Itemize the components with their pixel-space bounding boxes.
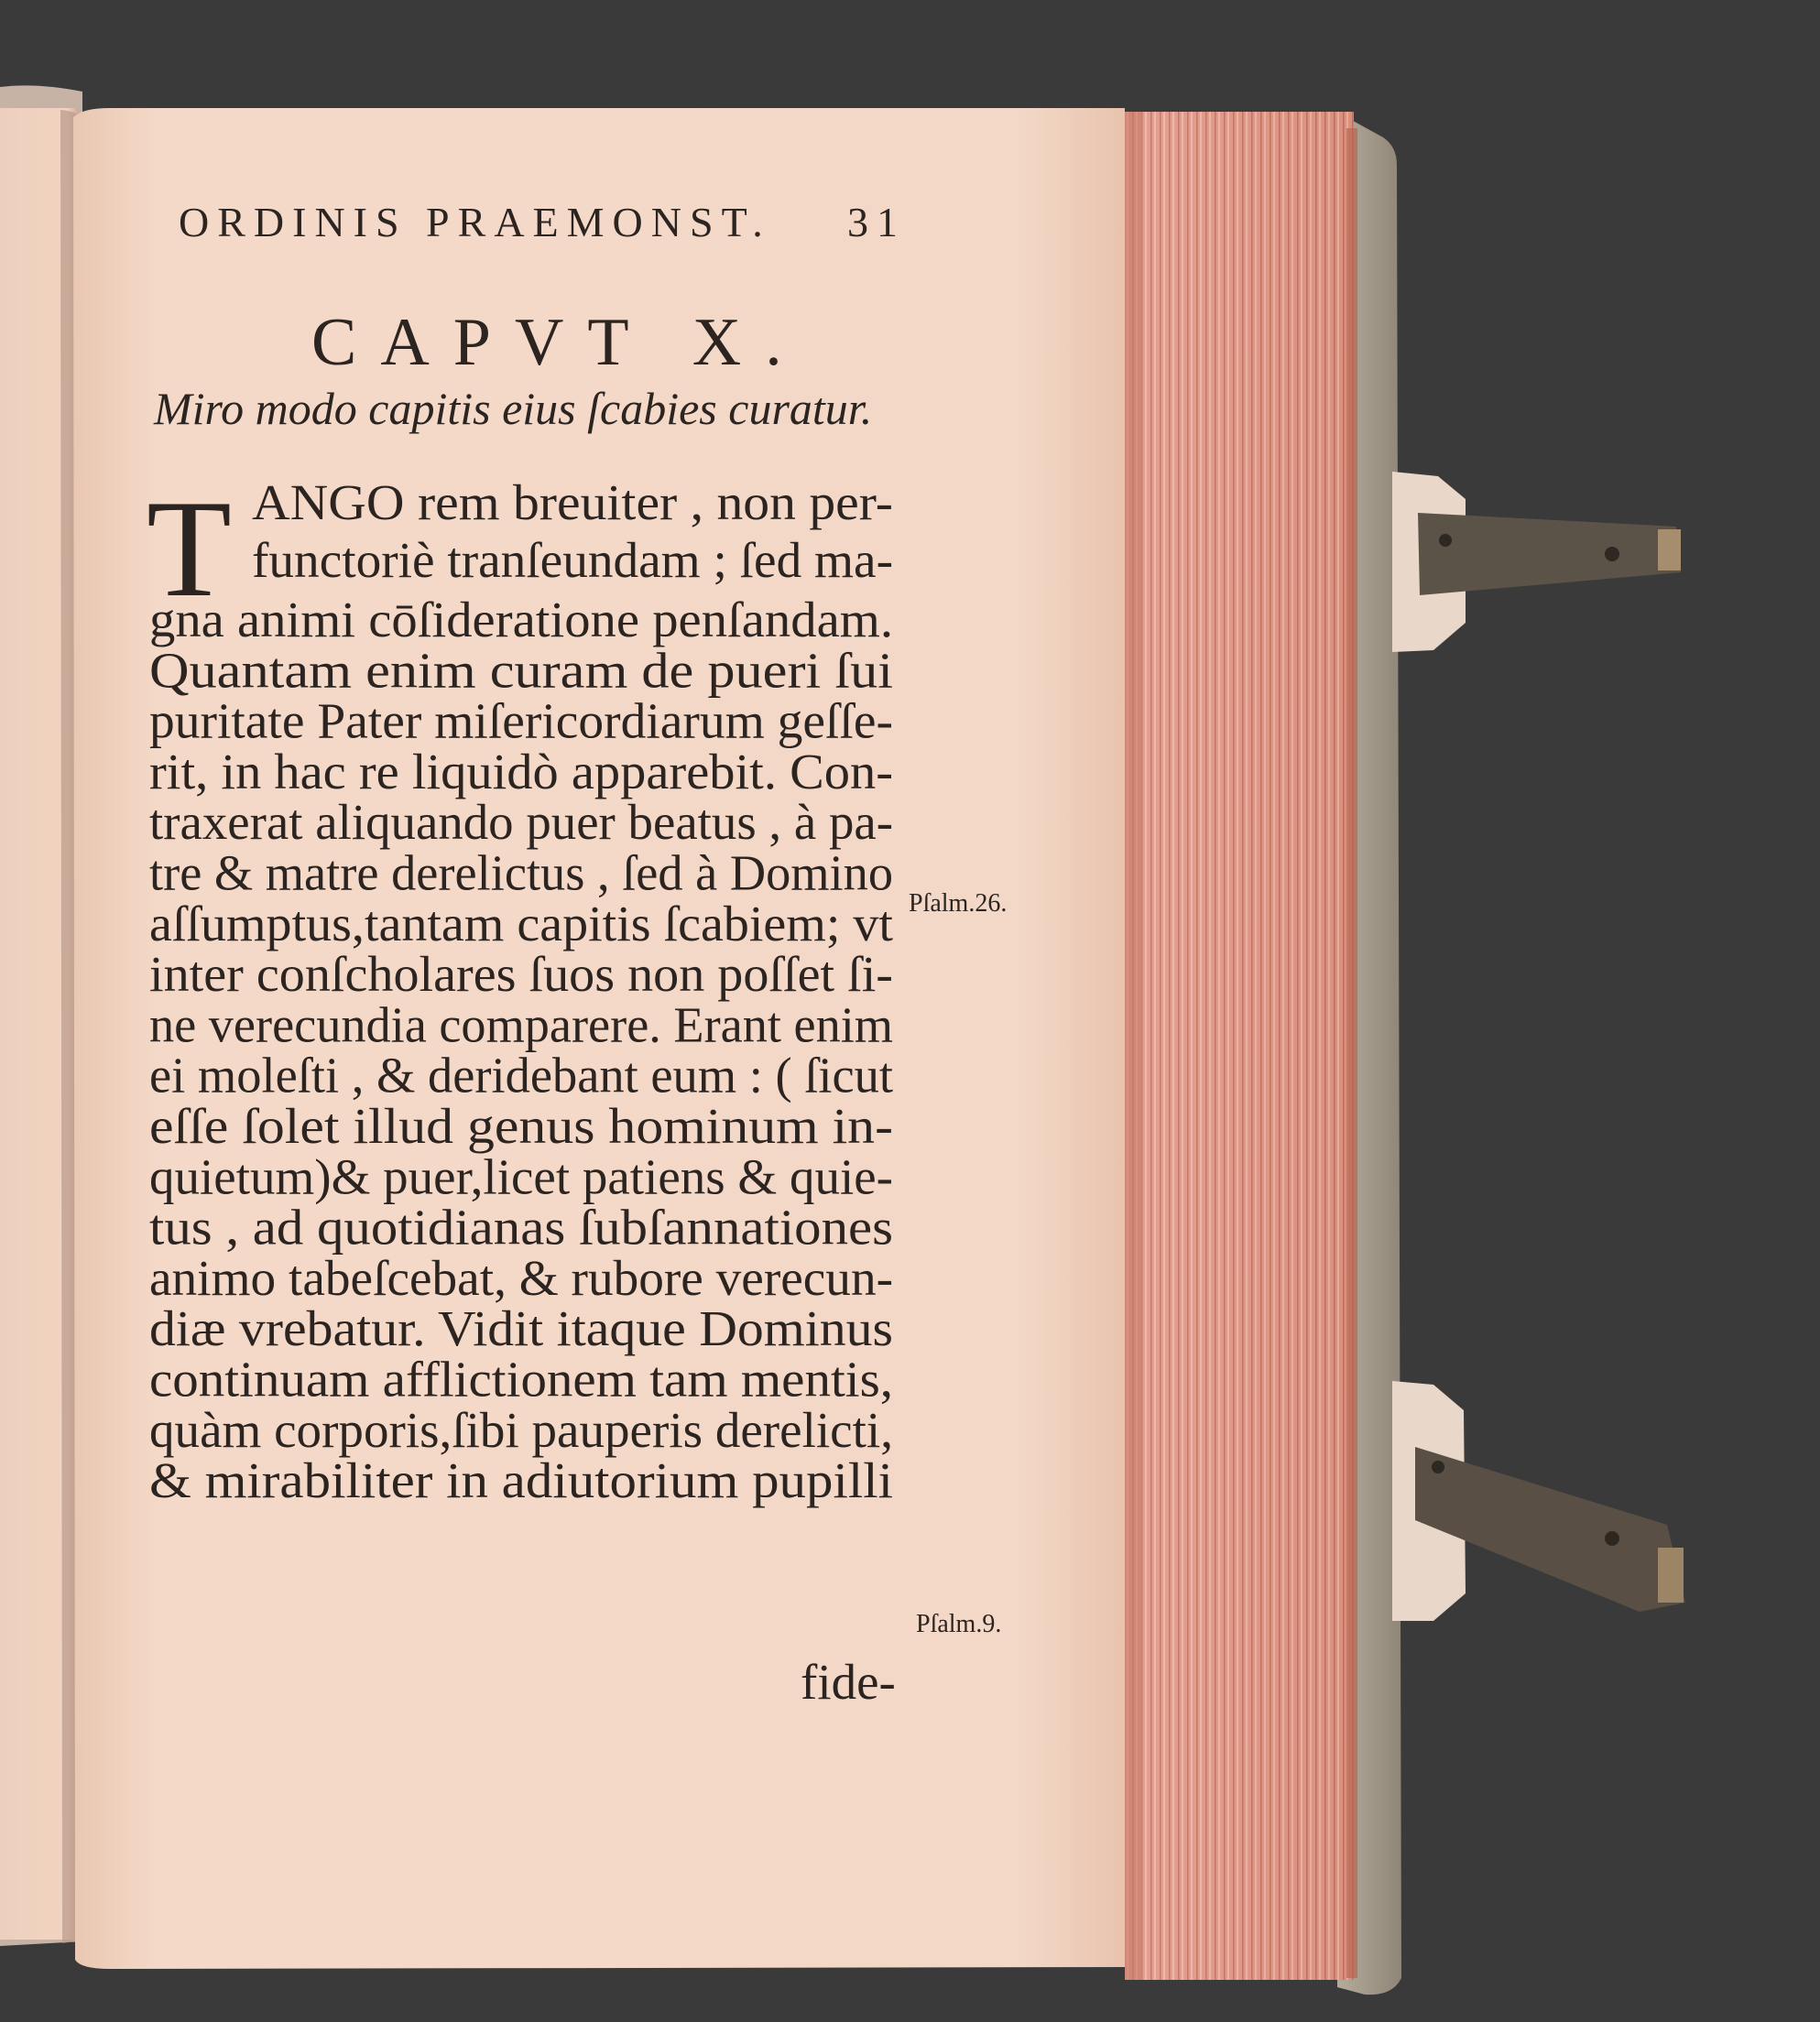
body-line: gna animi cōſideratione penſandam. <box>149 592 893 647</box>
body-line: continuam afflictionem tam mentis, <box>149 1351 893 1408</box>
body-line: quàm corporis,ſibi pauperis derelicti, <box>149 1401 893 1458</box>
body-line: quietum)& puer,licet patiens & quie- <box>149 1148 894 1205</box>
page-number: 31 <box>847 199 906 245</box>
body-line: rit, in hac re liquidò apparebit. Con- <box>149 743 894 799</box>
chapter-title: CAPVT X. <box>311 305 806 380</box>
second-line: functoriè tranſeundam ; ſed ma- <box>252 532 893 588</box>
body-line: inter conſcholares ſuos non poſſet ſi- <box>149 946 894 1003</box>
body-line: & mirabiliter in adiutorium pupilli <box>149 1452 894 1509</box>
body-line: diæ vrebatur. Vidit itaque Dominus <box>149 1300 894 1357</box>
catchword: fide- <box>801 1654 896 1710</box>
drop-cap: T <box>147 472 232 625</box>
body-text <box>149 592 893 1508</box>
lower-clasp <box>1392 1381 1685 1621</box>
margin-note-psalm-26: Pſalm.26. <box>909 889 1008 918</box>
body-line: ne verecundia comparere. Erant enim <box>149 996 893 1053</box>
body-line: aſſumptus,tantam capitis ſcabiem; vt <box>149 895 893 951</box>
body-line: tre & matre derelictus , ſed à Domino <box>149 844 893 901</box>
running-header: ORDINIS PRAEMONST. <box>179 199 771 245</box>
body-line: ei moleſti , & deridebant eum : ( ſicut <box>149 1047 893 1103</box>
body-line: eſſe ſolet illud genus hominum in- <box>149 1098 893 1154</box>
body-line: animo tabeſcebat, & rubore verecun- <box>149 1249 893 1306</box>
body-line: Quantam enim curam de pueri ſui <box>149 642 893 699</box>
first-line: ANGO rem breuiter , non per- <box>252 474 893 530</box>
chapter-subtitle: Miro modo capitis eius ſcabies curatur. <box>154 383 873 434</box>
body-line: tus , ad quotidianas ſubſannationes <box>149 1199 893 1256</box>
upper-clasp <box>1392 472 1681 652</box>
margin-note-psalm-9: Pſalm.9. <box>916 1610 1002 1638</box>
body-line: traxerat aliquando puer beatus , à pa- <box>149 794 893 851</box>
body-line: puritate Pater miſericordiarum geſſe- <box>149 692 893 749</box>
